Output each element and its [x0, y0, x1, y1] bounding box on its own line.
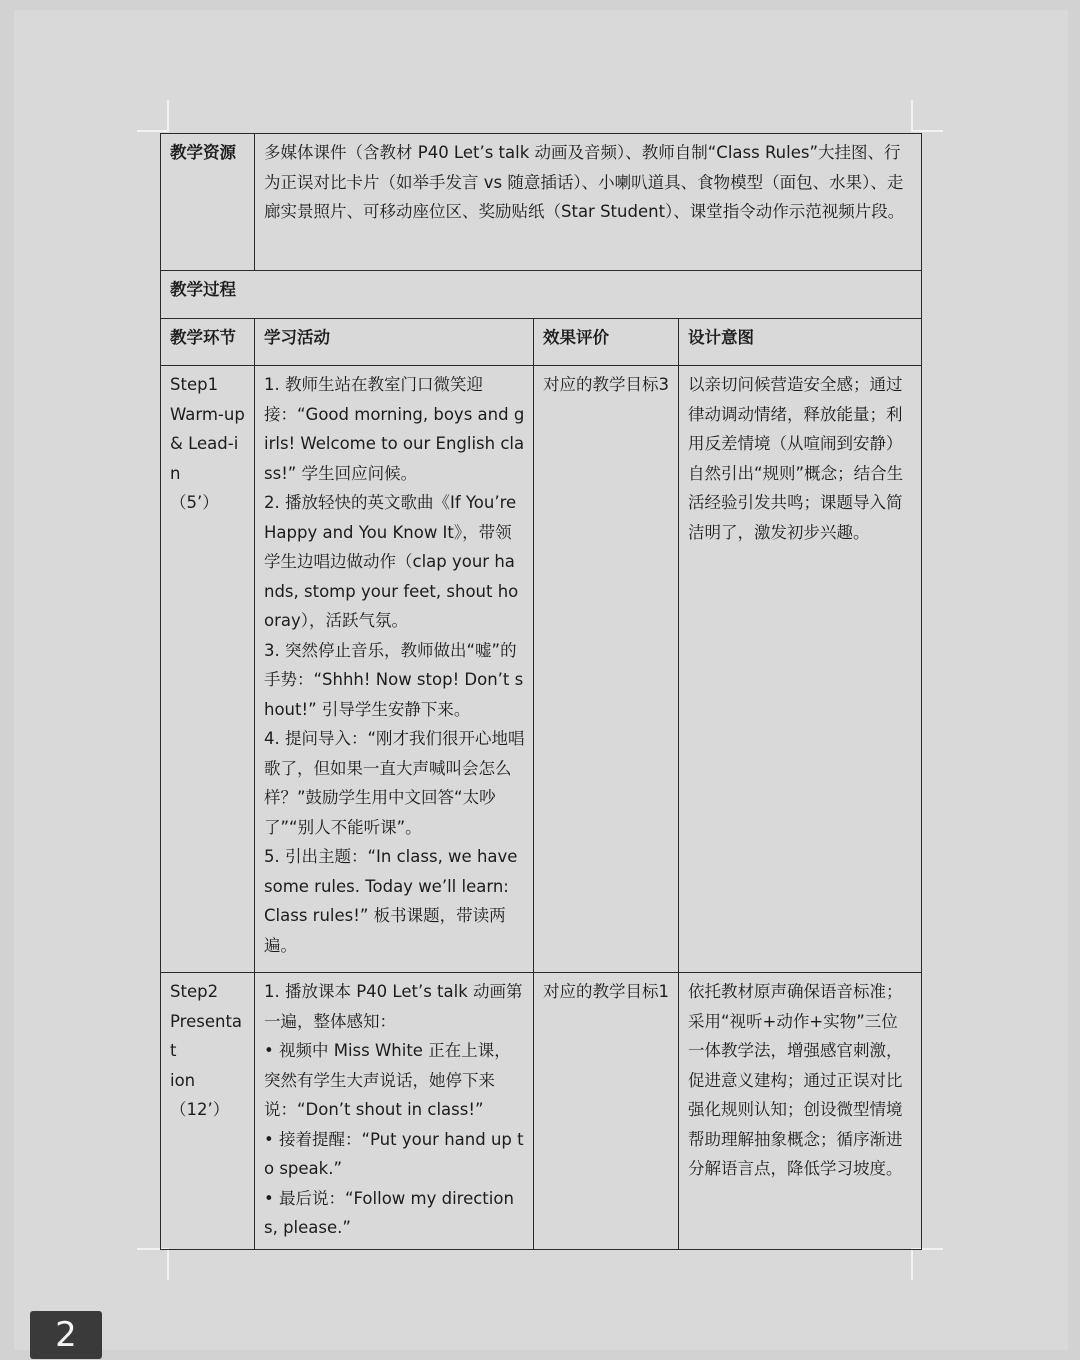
resources-content: 多媒体课件（含教材 P40 Let’s talk 动画及音频）、教师自制“Class Rules”大挂图、行为正误对比卡片（如举手发言 vs 随意插话）、小喇叭道具、食物模型（面包、水果）、走廊实景照片、可移动座位区、奖励贴纸（Star Student）、课堂指令动作示范视频片段。 [255, 134, 922, 271]
resources-row [161, 134, 922, 271]
step1-stage-line: （5’） [170, 493, 219, 512]
page-number-badge[interactable]: 2 [30, 1311, 102, 1359]
step1-stage-line: Warm-up [170, 404, 245, 424]
column-header-stage: 教学环节 [161, 319, 255, 366]
lesson-plan-table [160, 133, 922, 1250]
step2-stage-line: Presentat [170, 1011, 243, 1060]
column-header-row [161, 319, 922, 366]
table-row-step2 [161, 973, 922, 1250]
step1-stage [161, 366, 255, 973]
step2-activity-item: • 最后说：“Follow my directions, please.” [264, 1188, 514, 1237]
crop-mark-bottom-left [137, 1248, 169, 1280]
step1-activity-item: 3. 突然停止音乐，教师做出“嘘”的手势：“Shhh! Now stop! Don’t shout!” 引导学生安静下来。 [264, 640, 524, 719]
step1-intent: 以亲切问候营造安全感；通过律动调动情绪，释放能量；利用反差情境（从喧闹到安静）自然引出“规则”概念；结合生活经验引发共鸣；课题导入简洁明了，激发初步兴趣。 [679, 366, 922, 973]
crop-mark-top-right [911, 100, 943, 132]
step1-evaluation: 对应的教学目标3 [534, 366, 679, 973]
process-title: 教学过程 [161, 271, 922, 319]
step2-intent: 依托教材原声确保语音标准；采用“视听+动作+实物”三位一体教学法，增强感官刺激，促进意义建构；通过正误对比强化规则认知；创设微型情境帮助理解抽象概念；循序渐进分解语言点，降低学习坡度。 [679, 973, 922, 1250]
step2-stage [161, 973, 255, 1250]
step1-stage-line: & Lead-in [170, 434, 239, 483]
resources-label: 教学资源 [161, 134, 255, 271]
step1-activity-item: 4. 提问导入：“刚才我们很开心地唱歌了，但如果一直大声喊叫会怎么样？”鼓励学生用中文回答“太吵了”“别人不能听课”。 [264, 729, 525, 837]
step1-activity-item: 2. 播放轻快的英文歌曲《If You’re Happy and You Know It》，带领学生边唱边做动作（clap your hands, stomp your feet, shout hooray），活跃气氛。 [264, 493, 519, 630]
step1-activities [255, 366, 534, 973]
step2-activity-item: • 视频中 Miss White 正在上课，突然有学生大声说话，她停下来说：“Don’t shout in class!” [264, 1041, 511, 1119]
step1-stage-line: Step1 [170, 375, 219, 394]
step1-activity-item: 1. 教师生站在教室门口微笑迎接：“Good morning, boys and girls! Welcome to our English class!” 学生回应问候。 [264, 375, 525, 483]
step2-activity-item: • 接着提醒：“Put your hand up to speak.” [264, 1129, 524, 1178]
step1-activity-item: 5. 引出主题：“In class, we have some rules. Today we’ll learn: Class rules!” 板书课题，带读两遍。 [264, 847, 518, 955]
step2-stage-line: ion [170, 1070, 196, 1090]
crop-mark-top-left [137, 100, 169, 132]
crop-mark-bottom-right [911, 1248, 943, 1280]
table-row-step1 [161, 366, 922, 973]
step2-activities [255, 973, 534, 1250]
step2-stage-line: Step2 [170, 982, 219, 1001]
step2-evaluation: 对应的教学目标1 [534, 973, 679, 1250]
column-header-intent: 设计意图 [679, 319, 922, 366]
step2-stage-line: （12’） [170, 1100, 230, 1119]
step2-activity-item: 1. 播放课本 P40 Let’s talk 动画第一遍，整体感知： [264, 982, 523, 1031]
column-header-activity: 学习活动 [255, 319, 534, 366]
column-header-evaluation: 效果评价 [534, 319, 679, 366]
process-row [161, 271, 922, 319]
